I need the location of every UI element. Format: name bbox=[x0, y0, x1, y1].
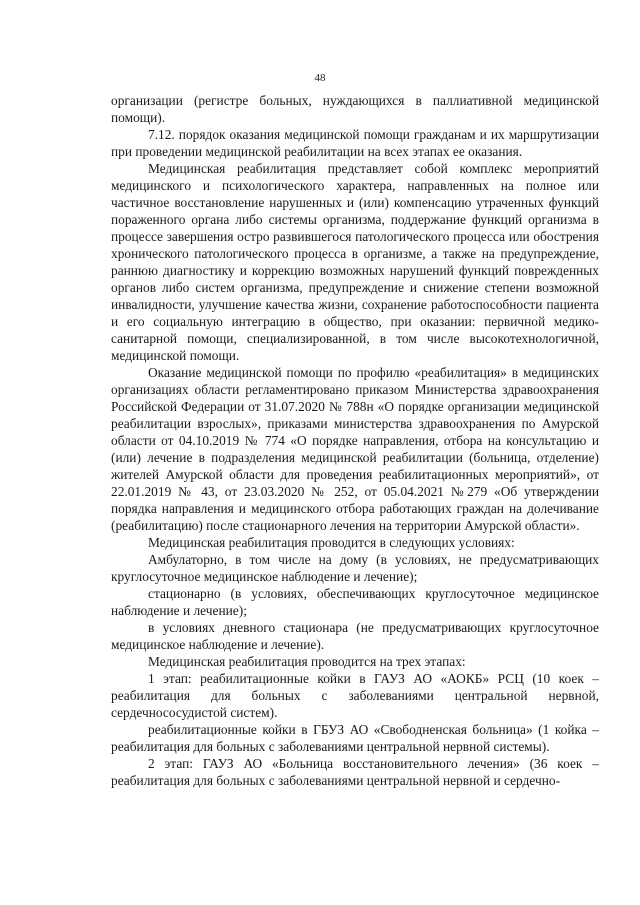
paragraph: реабилитационные койки в ГБУЗ АО «Свободненская больница» (1 койка – реабилитация для больных с заболеваниями центральной нервной системы). bbox=[111, 722, 599, 754]
paragraph: стационарно (в условиях, обеспечивающих круглосуточное медицинское наблюдение и лечение); bbox=[111, 586, 599, 618]
paragraph: Оказание медицинской помощи по профилю «реабилитация» в медицинских организациях области регламентировано приказом Министерства здравоохранения Российской Федерации от 31.07.2020 № 788н «О порядке организации медицинской реабилитации взрослых», приказами министерства здравоохранения по Амурской области от 04.10.2019 № 774 «О порядке направления, отбора на консультацию и (или) лечение в подразделения медицинской реабилитации (больница, отделение) жителей Амурской области для проведения реабилитационных мероприятий», от 22.01.2019 № 43, от 23.03.2020 № 252, от 05.04.2021 №279 «Об утверждении порядка направления и медицинского отбора работающих граждан на долечивание (реабилитацию) после стационарного лечения на территории Амурской области». bbox=[111, 365, 599, 533]
paragraph: 1 этап: реабилитационные койки в ГАУЗ АО «АОКБ» РСЦ (10 коек – реабилитация для больных с заболеваниями центральной нервной, сердечнососудистой систем). bbox=[111, 671, 599, 720]
paragraph: Медицинская реабилитация проводится в следующих условиях: bbox=[148, 535, 515, 550]
paragraph: 7.12. порядок оказания медицинской помощи гражданам и их маршрутизации при проведении медицинской реабилитации на всех этапах ее оказания. bbox=[111, 127, 599, 159]
paragraph: Амбулаторно, в том числе на дому (в условиях, не предусматривающих круглосуточное медицинское наблюдение и лечение); bbox=[111, 552, 599, 584]
document-body bbox=[111, 92, 599, 789]
paragraph: Медицинская реабилитация представляет собой комплекс мероприятий медицинского и психологического характера, направленных на полное или частичное восстановление нарушенных и (или) компенсацию утраченных функций пораженного органа либо системы организма, поддержание функций организма в процессе завершения остро развившегося патологического процесса или обострения хронического патологического процесса в организме, а также на предупреждение, раннюю диагностику и коррекцию возможных нарушений функций поврежденных органов либо систем организма, предупреждение и снижение степени возможной инвалидности, улучшение качества жизни, сохранение работоспособности пациента и его социальную интеграцию в общество, при оказании: первичной медико-санитарной помощи, специализированной, в том числе высокотехнологичной, медицинской помощи. bbox=[111, 161, 599, 363]
paragraph: Медицинская реабилитация проводится на трех этапах: bbox=[148, 654, 466, 669]
paragraph: 2 этап: ГАУЗ АО «Больница восстановительного лечения» (36 коек – реабилитация для больных с заболеваниями центральной нервной и сердечно- bbox=[111, 756, 599, 788]
page-number: 48 bbox=[314, 72, 326, 84]
paragraph: организации (регистре больных, нуждающихся в паллиативной медицинской помощи). bbox=[111, 93, 599, 125]
paragraph: в условиях дневного стационара (не предусматривающих круглосуточное медицинское наблюдение и лечение). bbox=[111, 620, 599, 652]
